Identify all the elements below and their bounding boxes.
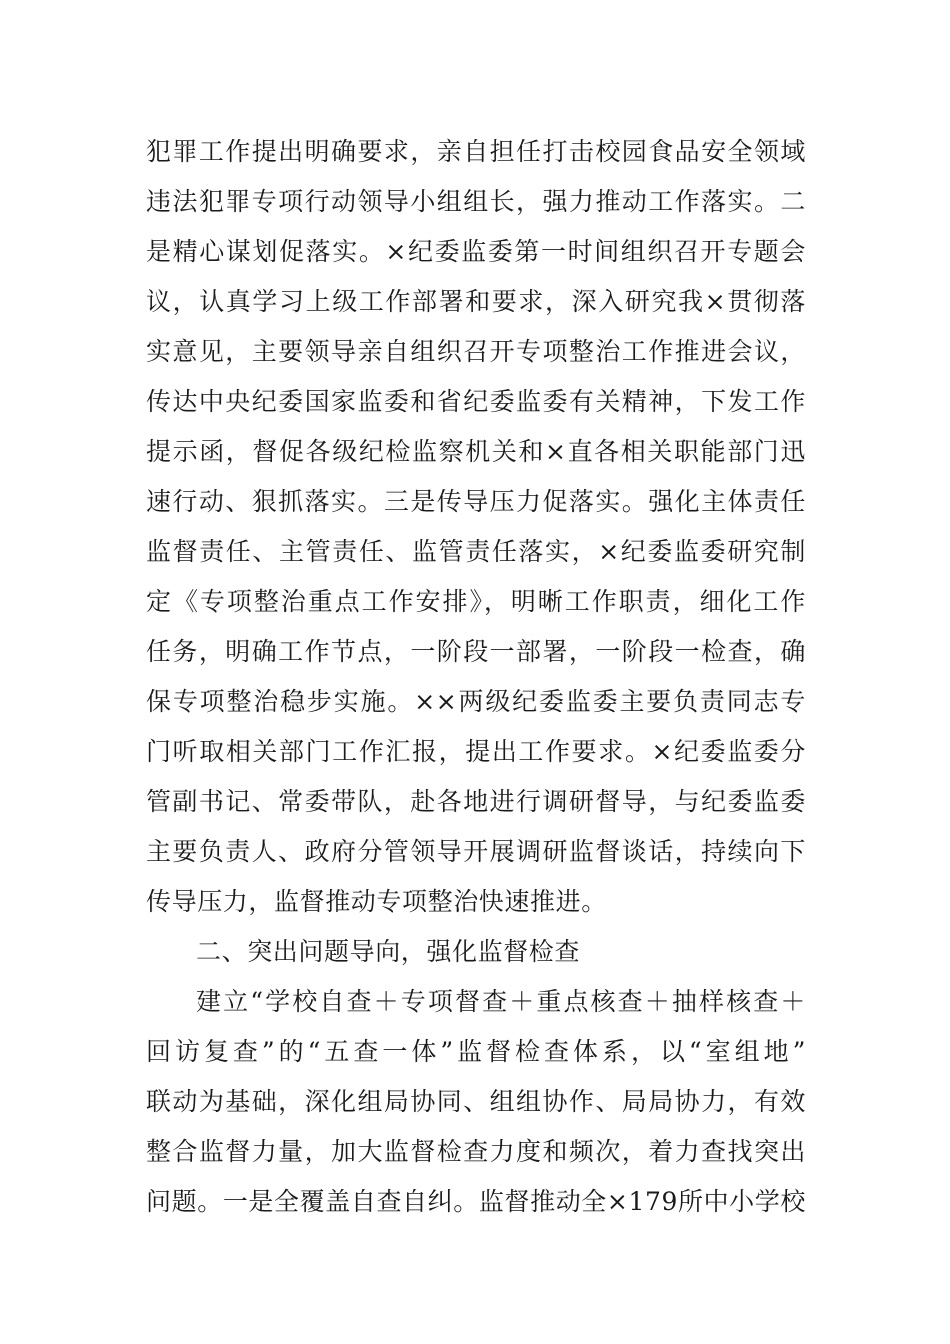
body-line: 问题。一是全覆盖自查自纠。监督推动全×179所中小学校 (146, 1187, 806, 1216)
body-line: 速行动、狠抓落实。三是传导压力促落实。强化主体责任 (146, 487, 806, 516)
body-line: 保专项整治稳步实施。××两级纪委监委主要负责同志专 (146, 687, 806, 716)
section-heading: 二、突出问题导向，强化监督检查 (196, 937, 581, 966)
body-line: 门听取相关部门工作汇报，提出工作要求。×纪委监委分 (146, 737, 806, 766)
body-line: 是精心谋划促落实。×纪委监委第一时间组织召开专题会 (146, 237, 806, 266)
body-line: 回访复查”的“五查一体”监督检查体系，以“室组地” (146, 1037, 806, 1066)
body-line: 提示函，督促各级纪检监察机关和×直各相关职能部门迅 (146, 437, 806, 466)
body-line: 实意见，主要领导亲自组织召开专项整治工作推进会议， (146, 337, 806, 366)
body-line: 整合监督力量，加大监督检查力度和频次，着力查找突出 (146, 1137, 806, 1166)
body-line: 违法犯罪专项行动领导小组组长，强力推动工作落实。二 (146, 187, 806, 216)
body-line: 定《专项整治重点工作安排》，明晰工作职责，细化工作 (146, 587, 806, 616)
body-line: 犯罪工作提出明确要求，亲自担任打击校园食品安全领域 (146, 137, 806, 166)
body-line: 管副书记、常委带队，赴各地进行调研督导，与纪委监委 (146, 787, 806, 816)
body-line: 监督责任、主管责任、监管责任落实，×纪委监委研究制 (146, 537, 806, 566)
body-line: 任务，明确工作节点，一阶段一部署，一阶段一检查，确 (146, 637, 806, 666)
body-line: 传导压力，监督推动专项整治快速推进。 (146, 887, 607, 916)
body-line: 主要负责人、政府分管领导开展调研监督谈话，持续向下 (146, 837, 806, 866)
body-line: 联动为基础，深化组局协同、组组协作、局局协力，有效 (146, 1087, 806, 1116)
body-line: 议，认真学习上级工作部署和要求，深入研究我×贯彻落 (146, 287, 806, 316)
body-line: 建立“学校自查＋专项督查＋重点核查＋抽样核查＋ (196, 987, 806, 1016)
body-line: 传达中央纪委国家监委和省纪委监委有关精神，下发工作 (146, 387, 806, 416)
